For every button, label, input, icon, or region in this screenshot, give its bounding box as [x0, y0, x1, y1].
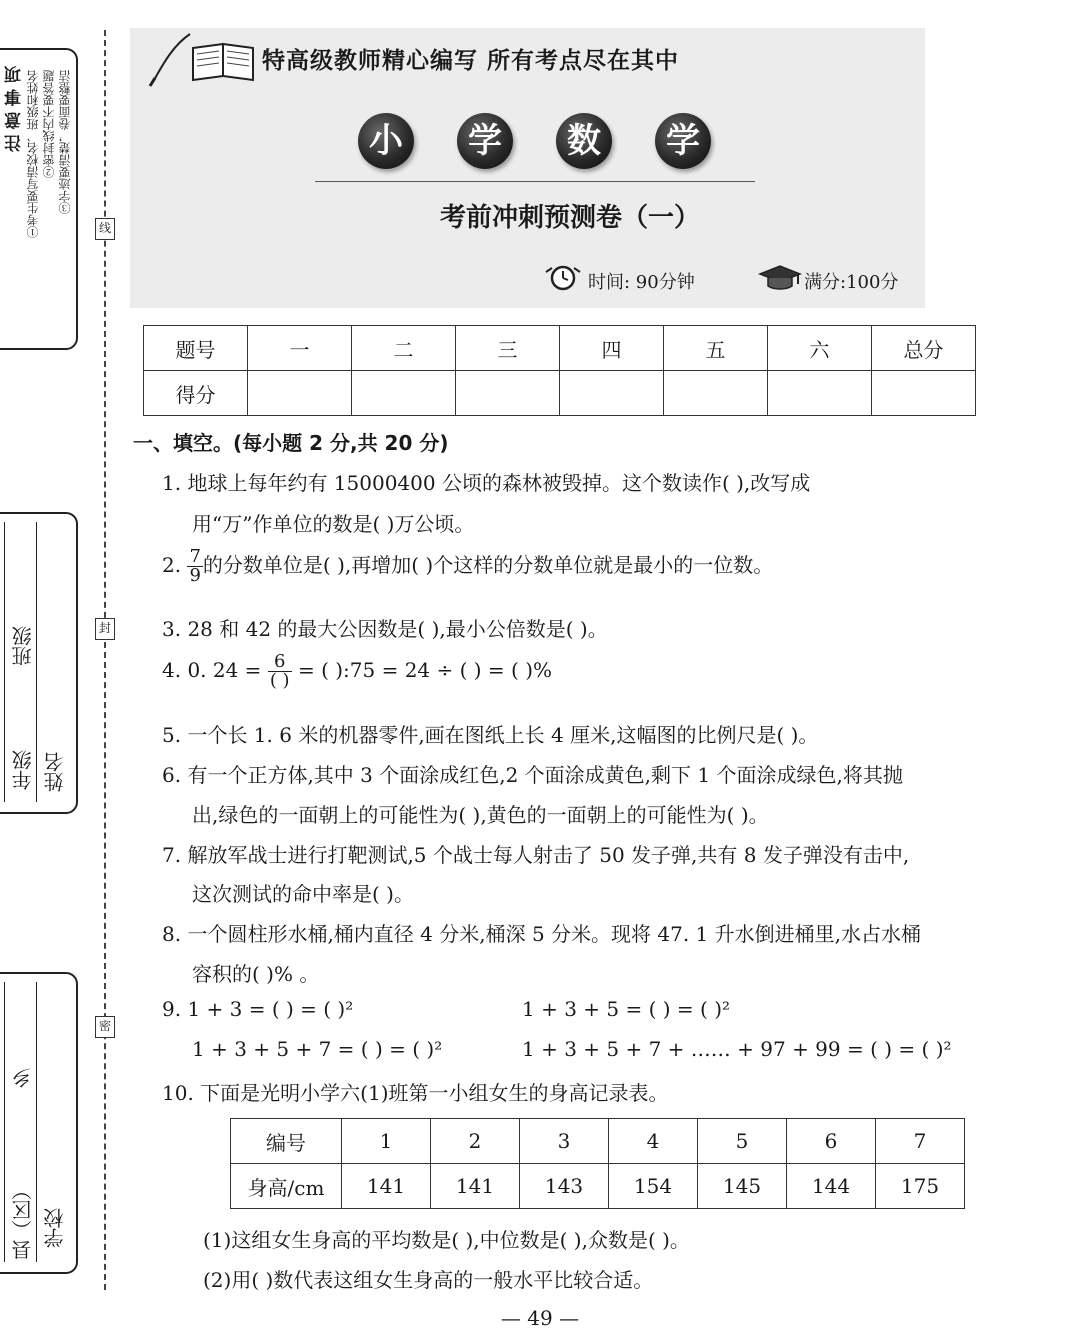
question-8-line-2: 容积的( )% 。: [192, 962, 320, 986]
title-char-1: 小: [358, 113, 414, 169]
height-header-cell: 身高/cm: [231, 1164, 342, 1209]
score-header-cell: 二: [352, 326, 456, 371]
question-4-suffix: = ( ):75 = 24 ÷ ( ) = ( )%: [297, 658, 553, 682]
question-5: 5. 一个长 1. 6 米的机器零件,画在图纸上长 4 厘米,这幅图的比例尺是( )。: [162, 723, 819, 747]
score-cell[interactable]: [352, 371, 456, 416]
question-2-number: 2.: [162, 553, 182, 577]
banner-rule: [315, 181, 755, 182]
fraction-numerator: 7: [189, 546, 201, 567]
slogan: 特高级教师精心编写 所有考点尽在其中: [262, 48, 680, 74]
question-9-part-b: 1 + 3 + 5 = ( ) = ( )²: [522, 997, 731, 1021]
school-label: 学校: [43, 1208, 67, 1248]
height-cell: 143: [520, 1164, 609, 1209]
score-header-cell: 三: [456, 326, 560, 371]
score-cell[interactable]: [768, 371, 872, 416]
question-3: 3. 28 和 42 的最大公因数是( ),最小公倍数是( )。: [162, 617, 608, 641]
full-score: 满分:100分: [804, 272, 899, 293]
notice-item-2: ②密封线内不要答题: [42, 70, 56, 178]
score-cell[interactable]: [248, 371, 352, 416]
question-2: [162, 548, 773, 585]
grade-label: 年级: [11, 750, 35, 790]
question-8-line-1: 8. 一个圆柱形水桶,桶内直径 4 分米,桶深 5 分米。现将 47. 1 升水倒进桶里,水占水桶: [162, 922, 921, 946]
score-cell[interactable]: [872, 371, 976, 416]
id-cell: 2: [431, 1119, 520, 1164]
score-row-label: 得分: [144, 371, 248, 416]
id-cell: 6: [787, 1119, 876, 1164]
question-9-part-a: 9. 1 + 3 = ( ) = ( )²: [162, 997, 354, 1021]
seal-mark-secret: 密: [95, 1016, 115, 1038]
notice-label: 注意事项: [5, 60, 25, 152]
fraction-seven-ninths: [187, 548, 202, 585]
time-limit: 时间: 90分钟: [588, 272, 695, 293]
seal-mark-seal: 封: [95, 618, 115, 640]
score-cell[interactable]: [664, 371, 768, 416]
height-table-value-row: [231, 1164, 965, 1209]
question-2-text: 的分数单位是( ),再增加( )个这样的分数单位就是最小的一位数。: [202, 553, 774, 577]
question-6-line-2: 出,绿色的一面朝上的可能性为( ),黄色的一面朝上的可能性为( )。: [192, 803, 769, 827]
height-cell: 144: [787, 1164, 876, 1209]
class-info-box: [0, 512, 78, 814]
question-4-prefix: 4. 0. 24 =: [162, 658, 262, 682]
height-cell: 145: [698, 1164, 787, 1209]
question-10: 10. 下面是光明小学六(1)班第一小组女生的身高记录表。: [162, 1081, 669, 1105]
page-number: — 49 —: [500, 1306, 580, 1330]
fraction-denominator: ( ): [269, 670, 290, 691]
county-fill-line: [4, 982, 6, 1262]
id-cell: 7: [876, 1119, 965, 1164]
fraction-numerator: 6: [268, 653, 292, 672]
county-label: 县（区）: [11, 1180, 35, 1260]
book-pen-icon: [145, 30, 260, 88]
score-header-cell: 一: [248, 326, 352, 371]
id-header-cell: 编号: [231, 1119, 342, 1164]
title-char-3: 数: [556, 113, 612, 169]
title-char-4: 学: [655, 113, 711, 169]
question-9-part-c: 1 + 3 + 5 + 7 = ( ) = ( )²: [192, 1037, 443, 1061]
id-cell: 4: [609, 1119, 698, 1164]
question-10-sub-2: (2)用( )数代表这组女生身高的一般水平比较合适。: [203, 1268, 654, 1292]
score-header-row: [144, 326, 976, 371]
height-cell: 175: [876, 1164, 965, 1209]
school-info-box: [0, 972, 78, 1274]
score-table: [143, 325, 976, 416]
name-label: 姓名: [43, 752, 67, 792]
score-cell[interactable]: [560, 371, 664, 416]
height-table: [230, 1118, 965, 1209]
fraction-six-over-blank: [268, 653, 292, 690]
score-cell[interactable]: [456, 371, 560, 416]
id-cell: 5: [698, 1119, 787, 1164]
score-value-row: [144, 371, 976, 416]
height-table-id-row: [231, 1119, 965, 1164]
question-6-line-1: 6. 有一个正方体,其中 3 个面涂成红色,2 个面涂成黄色,剩下 1 个面涂成绿色,将其抛: [162, 763, 903, 787]
question-1-line-1: 1. 地球上每年约有 15000400 公顷的森林被毁掉。这个数读作( ),改写成: [162, 471, 811, 495]
id-cell: 1: [342, 1119, 431, 1164]
clock-icon: [543, 264, 583, 292]
notice-item-3: ③字迹要清楚，卷面要整洁: [58, 70, 72, 214]
height-cell: 141: [342, 1164, 431, 1209]
class-label: 班级: [11, 626, 35, 666]
title-char-2: 学: [457, 113, 513, 169]
seal-mark-line: 线: [95, 218, 115, 240]
score-header-cell: 题号: [144, 326, 248, 371]
paper-title: 考前冲刺预测卷（一）: [439, 203, 700, 233]
question-7-line-2: 这次测试的命中率是( )。: [192, 882, 414, 906]
score-header-cell: 总分: [872, 326, 976, 371]
graduation-cap-icon: [758, 264, 802, 292]
id-cell: 3: [520, 1119, 609, 1164]
question-1-line-2: 用“万”作单位的数是( )万公顷。: [192, 512, 475, 536]
question-9-part-d: 1 + 3 + 5 + 7 + …… + 97 + 99 = ( ) = ( )²: [522, 1037, 952, 1061]
grade-fill-line: [4, 522, 6, 802]
question-10-sub-1: (1)这组女生身高的平均数是( ),中位数是( ),众数是( )。: [203, 1228, 690, 1252]
fraction-denominator: 9: [189, 565, 201, 586]
question-7-line-1: 7. 解放军战士进行打靶测试,5 个战士每人射击了 50 发子弹,共有 8 发子弹没有击中,: [162, 843, 910, 867]
section-title: 一、填空。(每小题 2 分,共 20 分): [133, 431, 449, 455]
township-label: 乡: [11, 1068, 35, 1088]
score-header-cell: 五: [664, 326, 768, 371]
score-header-cell: 四: [560, 326, 664, 371]
question-4: [162, 653, 552, 690]
score-header-cell: 六: [768, 326, 872, 371]
height-cell: 141: [431, 1164, 520, 1209]
notice-item-1: ①考生要写清校名、班级和姓名: [26, 70, 40, 238]
height-cell: 154: [609, 1164, 698, 1209]
